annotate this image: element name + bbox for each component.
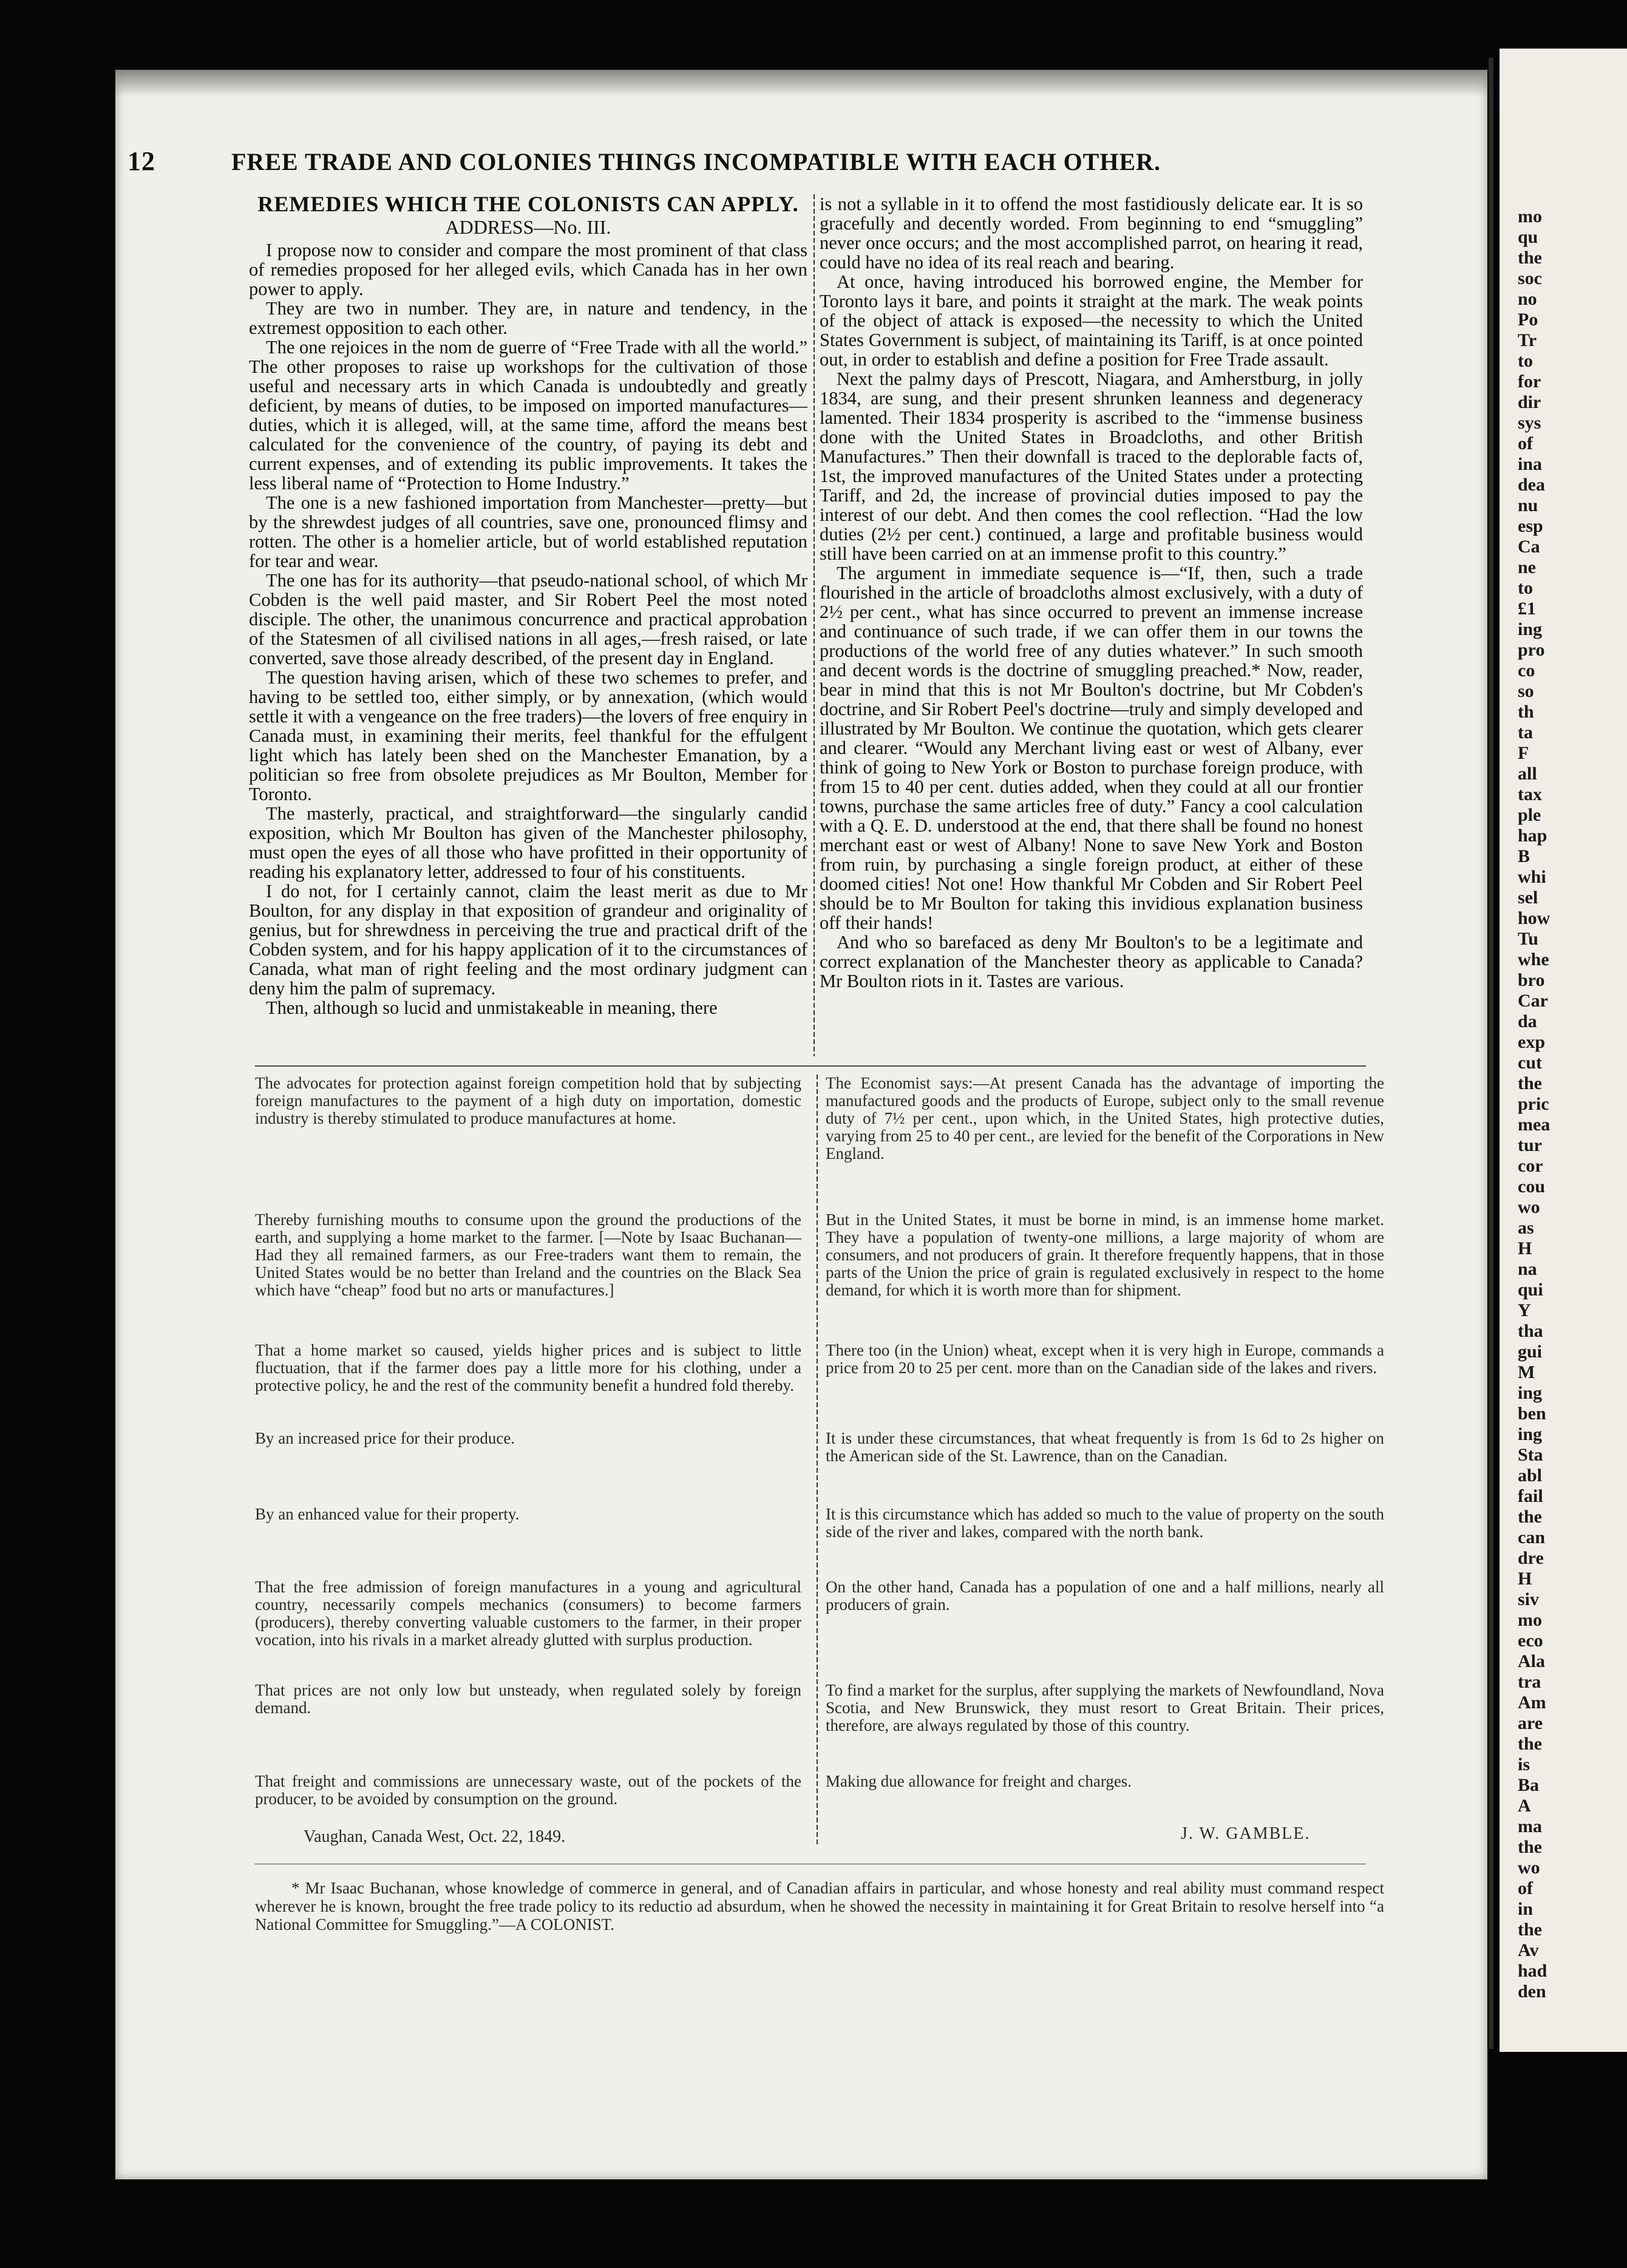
adjacent-page-fragment: pric	[1518, 1094, 1549, 1114]
adjacent-page-fragment: B	[1518, 846, 1530, 866]
protection-claim: That freight and commissions are unnecessary waste, out of the pockets of the producer, to be avoided by consumption on the ground.	[255, 1772, 801, 1808]
page-number: 12	[127, 146, 155, 176]
adjacent-page-fragment: Av	[1518, 1940, 1539, 1960]
adjacent-page-fragment: Y	[1518, 1300, 1531, 1320]
paragraph: The question having arisen, which of these two schemes to prefer, and having to be settled too, either simply, or by annexation, (which would settle it with a vengeance on the free traders)—the lovers of free enquiry in Canada must, in examining their merits, feel thankful for the effulgent light which has lately been shed on the Manchester Emanation, by a politician so free from obsolete prejudices as Mr Boulton, Member for Toronto.	[249, 667, 807, 804]
adjacent-page-fragment: Tr	[1518, 330, 1537, 350]
adjacent-page-fragment: fail	[1518, 1486, 1543, 1506]
adjacent-page-fragment: whi	[1518, 867, 1546, 887]
adjacent-page-fragment: no	[1518, 289, 1537, 309]
adjacent-page-fragment: esp	[1518, 516, 1543, 536]
adjacent-page-fragment: how	[1518, 908, 1551, 928]
adjacent-page-fragment: dir	[1518, 392, 1541, 412]
adjacent-page-fragment: exp	[1518, 1032, 1545, 1052]
paragraph: The masterly, practical, and straightforward—the singularly candid exposition, which Mr Boulton has given of the Manchester philosophy, must open the eyes of all those who have profitted in their opportunity of reading his explanatory letter, addressed to four of his constituents.	[249, 803, 807, 882]
adjacent-page-fragment: as	[1518, 1218, 1534, 1238]
adjacent-page-fragment: tha	[1518, 1321, 1543, 1341]
adjacent-page-fragment: to	[1518, 578, 1533, 598]
section-divider	[255, 1065, 1366, 1067]
adjacent-page-fragment: Sta	[1518, 1445, 1543, 1465]
adjacent-page-fragment: had	[1518, 1961, 1547, 1981]
adjacent-page-fragment: ma	[1518, 1816, 1542, 1836]
paragraph: At once, having introduced his borrowed engine, the Member for Toronto lays it bare, and points it straight at the mark. The weak points of the object of attack is exposed—the necessity to which the United States Government is subject, of maintaining its Tariff, is at once pointed out, in order to establish and define a position for Free Trade assault.	[820, 271, 1363, 370]
binding-gutter	[1489, 58, 1493, 2049]
adjacent-page-fragment: M	[1518, 1362, 1535, 1382]
running-title: FREE TRADE AND COLONIES THINGS INCOMPATIBLE WITH EACH OTHER.	[231, 148, 1161, 175]
adjacent-page-fragment: tur	[1518, 1135, 1542, 1155]
adjacent-page-fragment: mea	[1518, 1115, 1551, 1135]
adjacent-page-fragment: the	[1518, 1507, 1542, 1527]
adjacent-page-fragment: H	[1518, 1569, 1532, 1589]
adjacent-page-fragment: ing	[1518, 619, 1543, 639]
adjacent-page-fragment: Am	[1518, 1693, 1546, 1713]
adjacent-page-edge	[1500, 49, 1627, 2052]
adjacent-page-fragment: Ala	[1518, 1651, 1545, 1671]
rebuttal-fact: There too (in the Union) wheat, except when it is very high in Europe, commands a price from 20 to 25 per cent. more than on the Canadian side of the lakes and rivers.	[826, 1341, 1384, 1377]
column-rule	[814, 194, 815, 1056]
adjacent-page-fragment: so	[1518, 681, 1534, 701]
protection-claim: That prices are not only low but unsteady, when regulated solely by foreign demand.	[255, 1681, 801, 1717]
adjacent-page-fragment: dea	[1518, 475, 1545, 495]
protection-claim: By an enhanced value for their property.	[255, 1505, 520, 1523]
adjacent-page-fragment: for	[1518, 372, 1541, 392]
rebuttal-fact: On the other hand, Canada has a population of one and a half millions, nearly all producers of grain.	[826, 1578, 1384, 1614]
adjacent-page-fragment: soc	[1518, 268, 1542, 288]
adjacent-page-fragment: da	[1518, 1011, 1537, 1031]
adjacent-page-fragment: the	[1518, 1920, 1542, 1940]
adjacent-page-fragment: Tu	[1518, 929, 1538, 949]
adjacent-page-fragment: to	[1518, 351, 1533, 371]
adjacent-page-fragment: abl	[1518, 1465, 1543, 1485]
protection-claim: By an increased price for their produce.	[255, 1429, 515, 1447]
adjacent-page-fragment: wo	[1518, 1197, 1540, 1217]
article-heading: REMEDIES WHICH THE COLONISTS CAN APPLY.	[257, 192, 799, 216]
adjacent-page-fragment: of	[1518, 1878, 1533, 1898]
adjacent-page-fragment: gui	[1518, 1342, 1543, 1362]
paragraph: The one rejoices in the nom de guerre of “Free Trade with all the world.” The other proposes to raise up workshops for the cultivation of those useful and necessary arts in which Canada is undoubtedly and greatly deficient, by means of duties, to be imposed on imported manufactures—duties, which it is alleged, will, at the same time, afford the means best calculated for the convenience of the country, of paying its debt and current expenses, and of extending its public improvements. It takes the less liberal name of “Protection to Home Industry.”	[249, 337, 807, 494]
adjacent-page-fragment: are	[1518, 1713, 1543, 1733]
paragraph: I do not, for I certainly cannot, claim the least merit as due to Mr Boulton, for any display in that exposition of grandeur and originality of genius, but for shrewdness in perceiving the true and practical drift of the Cobden system, and for his happy application of it to the circumstances of Canada, what man of right feeling and the most ordinary judgment can deny him the palm of supremacy.	[249, 881, 807, 999]
adjacent-page-fragment: ne	[1518, 557, 1536, 577]
adjacent-page-fragment: mo	[1518, 206, 1542, 226]
adjacent-page-fragment: H	[1518, 1238, 1532, 1258]
adjacent-page-fragment: sys	[1518, 413, 1541, 433]
rebuttal-fact: It is this circumstance which has added so much to the value of property on the south side of the river and lakes, compared with the north bank.	[826, 1505, 1384, 1541]
rebuttal-fact: To find a market for the surplus, after supplying the markets of Newfoundland, Nova Scotia, and New Brunswick, they must resort to Great Britain. Their prices, therefore, are always regulated by those of this country.	[826, 1681, 1384, 1734]
adjacent-page-fragment: ben	[1518, 1404, 1546, 1424]
adjacent-page-fragment: nu	[1518, 495, 1538, 515]
adjacent-page-fragment: pro	[1518, 640, 1545, 660]
adjacent-page-fragment: mo	[1518, 1610, 1542, 1630]
adjacent-page-fragment: A	[1518, 1796, 1531, 1816]
rebuttal-fact: The Economist says:—At present Canada has the advantage of importing the manufactured goods and the products of Europe, subject only to the small revenue duty of 7½ per cent., upon which, in the United States, high protective duties, varying from 25 to 40 per cent., are levied for the benefit of the Corporations in New England.	[826, 1074, 1384, 1163]
comparison-rule	[817, 1075, 818, 1845]
paragraph: The one is a new fashioned importation from Manchester—pretty—but by the shrewdest judges of all countries, save one, pronounced flimsy and rotten. The other is a homelier article, but of world established reputation for tear and wear.	[249, 492, 807, 571]
adjacent-page-fragment: ina	[1518, 454, 1543, 474]
adjacent-page-fragment: co	[1518, 660, 1535, 681]
paragraph: The one has for its authority—that pseudo-national school, of which Mr Cobden is the well paid master, and Sir Robert Peel the most noted disciple. The other, the unanimous concurrence and practical approbation of the Statesmen of all civilised nations in all ages,—fresh raised, or late converted, save those already described, of the present day in England.	[249, 570, 807, 668]
adjacent-page-fragment: dre	[1518, 1548, 1544, 1568]
rebuttal-fact: It is under these circumstances, that wheat frequently is from 1s 6d to 2s higher on the American side of the St. Lawrence, than on the Canadian.	[826, 1429, 1384, 1465]
adjacent-page-fragment: eco	[1518, 1631, 1543, 1651]
adjacent-page-fragment: the	[1518, 1837, 1542, 1857]
adjacent-page-fragment: ple	[1518, 805, 1541, 825]
paragraph: They are two in number. They are, in nature and tendency, in the extremest opposition to each other.	[249, 298, 807, 338]
rebuttal-fact: But in the United States, it must be borne in mind, is an immense home market. They have a population of twenty-one millions, a large majority of whom are consumers, and not producers of grain. It therefore frequently happens, that in those parts of the Union the price of grain is regulated exclusively in respect to the home demand, for which it is worth more than for shipment.	[826, 1210, 1384, 1299]
paragraph: Then, although so lucid and unmistakeable in meaning, there	[266, 997, 718, 1018]
right-column	[820, 194, 1363, 991]
adjacent-page-fragment: the	[1518, 1073, 1542, 1093]
adjacent-page-fragment: F	[1518, 743, 1529, 763]
author-signature: J. W. GAMBLE.	[1181, 1824, 1311, 1843]
adjacent-page-fragment: hap	[1518, 826, 1547, 846]
running-head	[127, 146, 1342, 177]
adjacent-page-fragment: Car	[1518, 991, 1548, 1011]
adjacent-page-fragment: th	[1518, 702, 1534, 722]
adjacent-page-fragment: the	[1518, 1734, 1542, 1754]
adjacent-page-fragment: na	[1518, 1259, 1537, 1279]
adjacent-page-fragment: £1	[1518, 599, 1536, 619]
adjacent-page-fragment: bro	[1518, 970, 1545, 990]
paragraph: Next the palmy days of Prescott, Niagara, and Amherstburg, in jolly 1834, are sung, and their present shrunken leanness and degeneracy lamented. Their 1834 prosperity is ascribed to the “immense business done with the United States in Broadcloths, and other British Manufactures.” Then their downfall is traced to the deplorable facts of, 1st, the improved manufactures of the United States under a protecting Tariff, and 2d, the increase of provincial duties imposed to pay the interest of our debt. And then comes the cool reflection. “Had the low duties (2½ per cent.) continued, a large and profitable business would still have been carried on at an immense profit to this country.”	[820, 368, 1363, 564]
paragraph: The argument in immediate sequence is—“If, then, such a trade flourished in the article of broadcloths almost exclusively, with a duty of 2½ per cent., what has since occurred to prevent an immense increase and continuance of such trade, if we can offer them in our towns the productions of the world free of any duties whatever.” In such smooth and decent words is the doctrine of smuggling preached.* Now, reader, bear in mind that this is not Mr Boulton's doctrine, but Mr Cobden's doctrine, and Sir Robert Peel's doctrine—truly and simply developed and illustrated by Mr Boulton. We continue the quotation, which gets clearer and clearer. “Would any Merchant living east or west of Albany, ever think of going to New York or Boston to purchase foreign produce, with from 15 to 40 per cent. duties added, when they could at all our frontier towns, purchase the same articles free of duty.” Fancy a cool calculation with a Q. E. D. understood at the end, that there shall be found no honest merchant east or west of Albany! None to save New York and Boston from ruin, by purchasing a single foreign product, at either of these doomed cities! Not one! How thankful Mr Cobden and Sir Robert Peel should be to Mr Boulton for taking this invidious explanation business off their hands!	[820, 563, 1363, 933]
protection-claim: Thereby furnishing mouths to consume upon the ground the productions of the earth, and supplying a home market to the farmer. [—Note by Isaac Buchanan—Had they all remained farmers, as our Free-traders want them to remain, the United States would be no better than Ireland and the countries on the Black Sea which have “cheap” food but no arts or manufactures.]	[255, 1210, 801, 1299]
adjacent-page-fragment: can	[1518, 1527, 1545, 1547]
footnote: * Mr Isaac Buchanan, whose knowledge of commerce in general, and of Canadian affairs in particular, and whose honesty and real ability must command respect wherever he is known, brought the free trade policy to its reductio ad absurdum, when he showed the necessity in maintaining it for Great Britain to resolve herself into “a National Committee for Smuggling.”—A COLONIST.	[255, 1879, 1384, 1934]
adjacent-page-fragment: ing	[1518, 1383, 1543, 1403]
adjacent-page-fragment: sel	[1518, 888, 1538, 908]
place-and-date: Vaughan, Canada West, Oct. 22, 1849.	[304, 1827, 566, 1846]
adjacent-page-fragment: cou	[1518, 1176, 1545, 1197]
paragraph: I propose now to consider and compare the most prominent of that class of remedies proposed for her alleged evils, which Canada has in her own power to apply.	[249, 240, 807, 299]
adjacent-page-fragment: den	[1518, 1981, 1546, 2001]
adjacent-page-fragment: cut	[1518, 1053, 1542, 1073]
protection-claim: The advocates for protection against foreign competition hold that by subjecting foreign manufactures to the payment of a high duty on importation, domestic industry is thereby stimulated to produce manufactures at home.	[255, 1074, 801, 1127]
adjacent-page-fragment: ta	[1518, 722, 1533, 742]
adjacent-page-fragment: all	[1518, 764, 1537, 784]
adjacent-page-fragment: Ba	[1518, 1775, 1540, 1795]
adjacent-page-fragment: tax	[1518, 784, 1542, 804]
adjacent-page-fragment: ing	[1518, 1424, 1543, 1444]
adjacent-page-fragment: tra	[1518, 1672, 1541, 1692]
article-subheading: ADDRESS—No. III.	[445, 216, 611, 238]
protection-claim: That a home market so caused, yields higher prices and is subject to little fluctuation, that if the farmer does pay a little more for his clothing, under a protective policy, he and the rest of the community benefit a hundred fold thereby.	[255, 1341, 801, 1394]
adjacent-page-fragment: siv	[1518, 1589, 1540, 1609]
adjacent-page-fragment: qui	[1518, 1280, 1543, 1300]
page-edge-shadow	[115, 70, 1487, 97]
protection-claim: That the free admission of foreign manufactures in a young and agricultural country, necessarily compels mechanics (consumers) to become farmers (producers), thereby converting valuable customers to the farmer, in their proper vocation, into his rivals in a market already glutted with surplus production.	[255, 1578, 801, 1649]
adjacent-page-fragment: Po	[1518, 310, 1538, 330]
adjacent-page-fragment: is	[1518, 1754, 1530, 1774]
adjacent-page-fragment: whe	[1518, 949, 1549, 969]
adjacent-page-fragment: in	[1518, 1899, 1534, 1919]
rebuttal-fact: Making due allowance for freight and charges.	[826, 1772, 1132, 1790]
paragraph: And who so barefaced as deny Mr Boulton's to be a legitimate and correct explanation of the Manchester theory as applicable to Canada? Mr Boulton riots in it. Tastes are various.	[820, 932, 1363, 991]
paragraph: is not a syllable in it to offend the most fastidiously delicate ear. It is so gracefully and decently worded. From beginning to end “smuggling” never once occurs; and the most accomplished parrot, on hearing it read, could have no idea of its real reach and bearing.	[820, 194, 1363, 273]
adjacent-page-fragment: wo	[1518, 1858, 1540, 1878]
adjacent-page-fragment: Ca	[1518, 537, 1540, 557]
adjacent-page-fragment: of	[1518, 433, 1533, 453]
adjacent-page-fragment: qu	[1518, 227, 1538, 247]
adjacent-page-fragment: the	[1518, 248, 1542, 268]
left-column	[249, 194, 807, 1017]
adjacent-page-fragment: cor	[1518, 1156, 1543, 1176]
